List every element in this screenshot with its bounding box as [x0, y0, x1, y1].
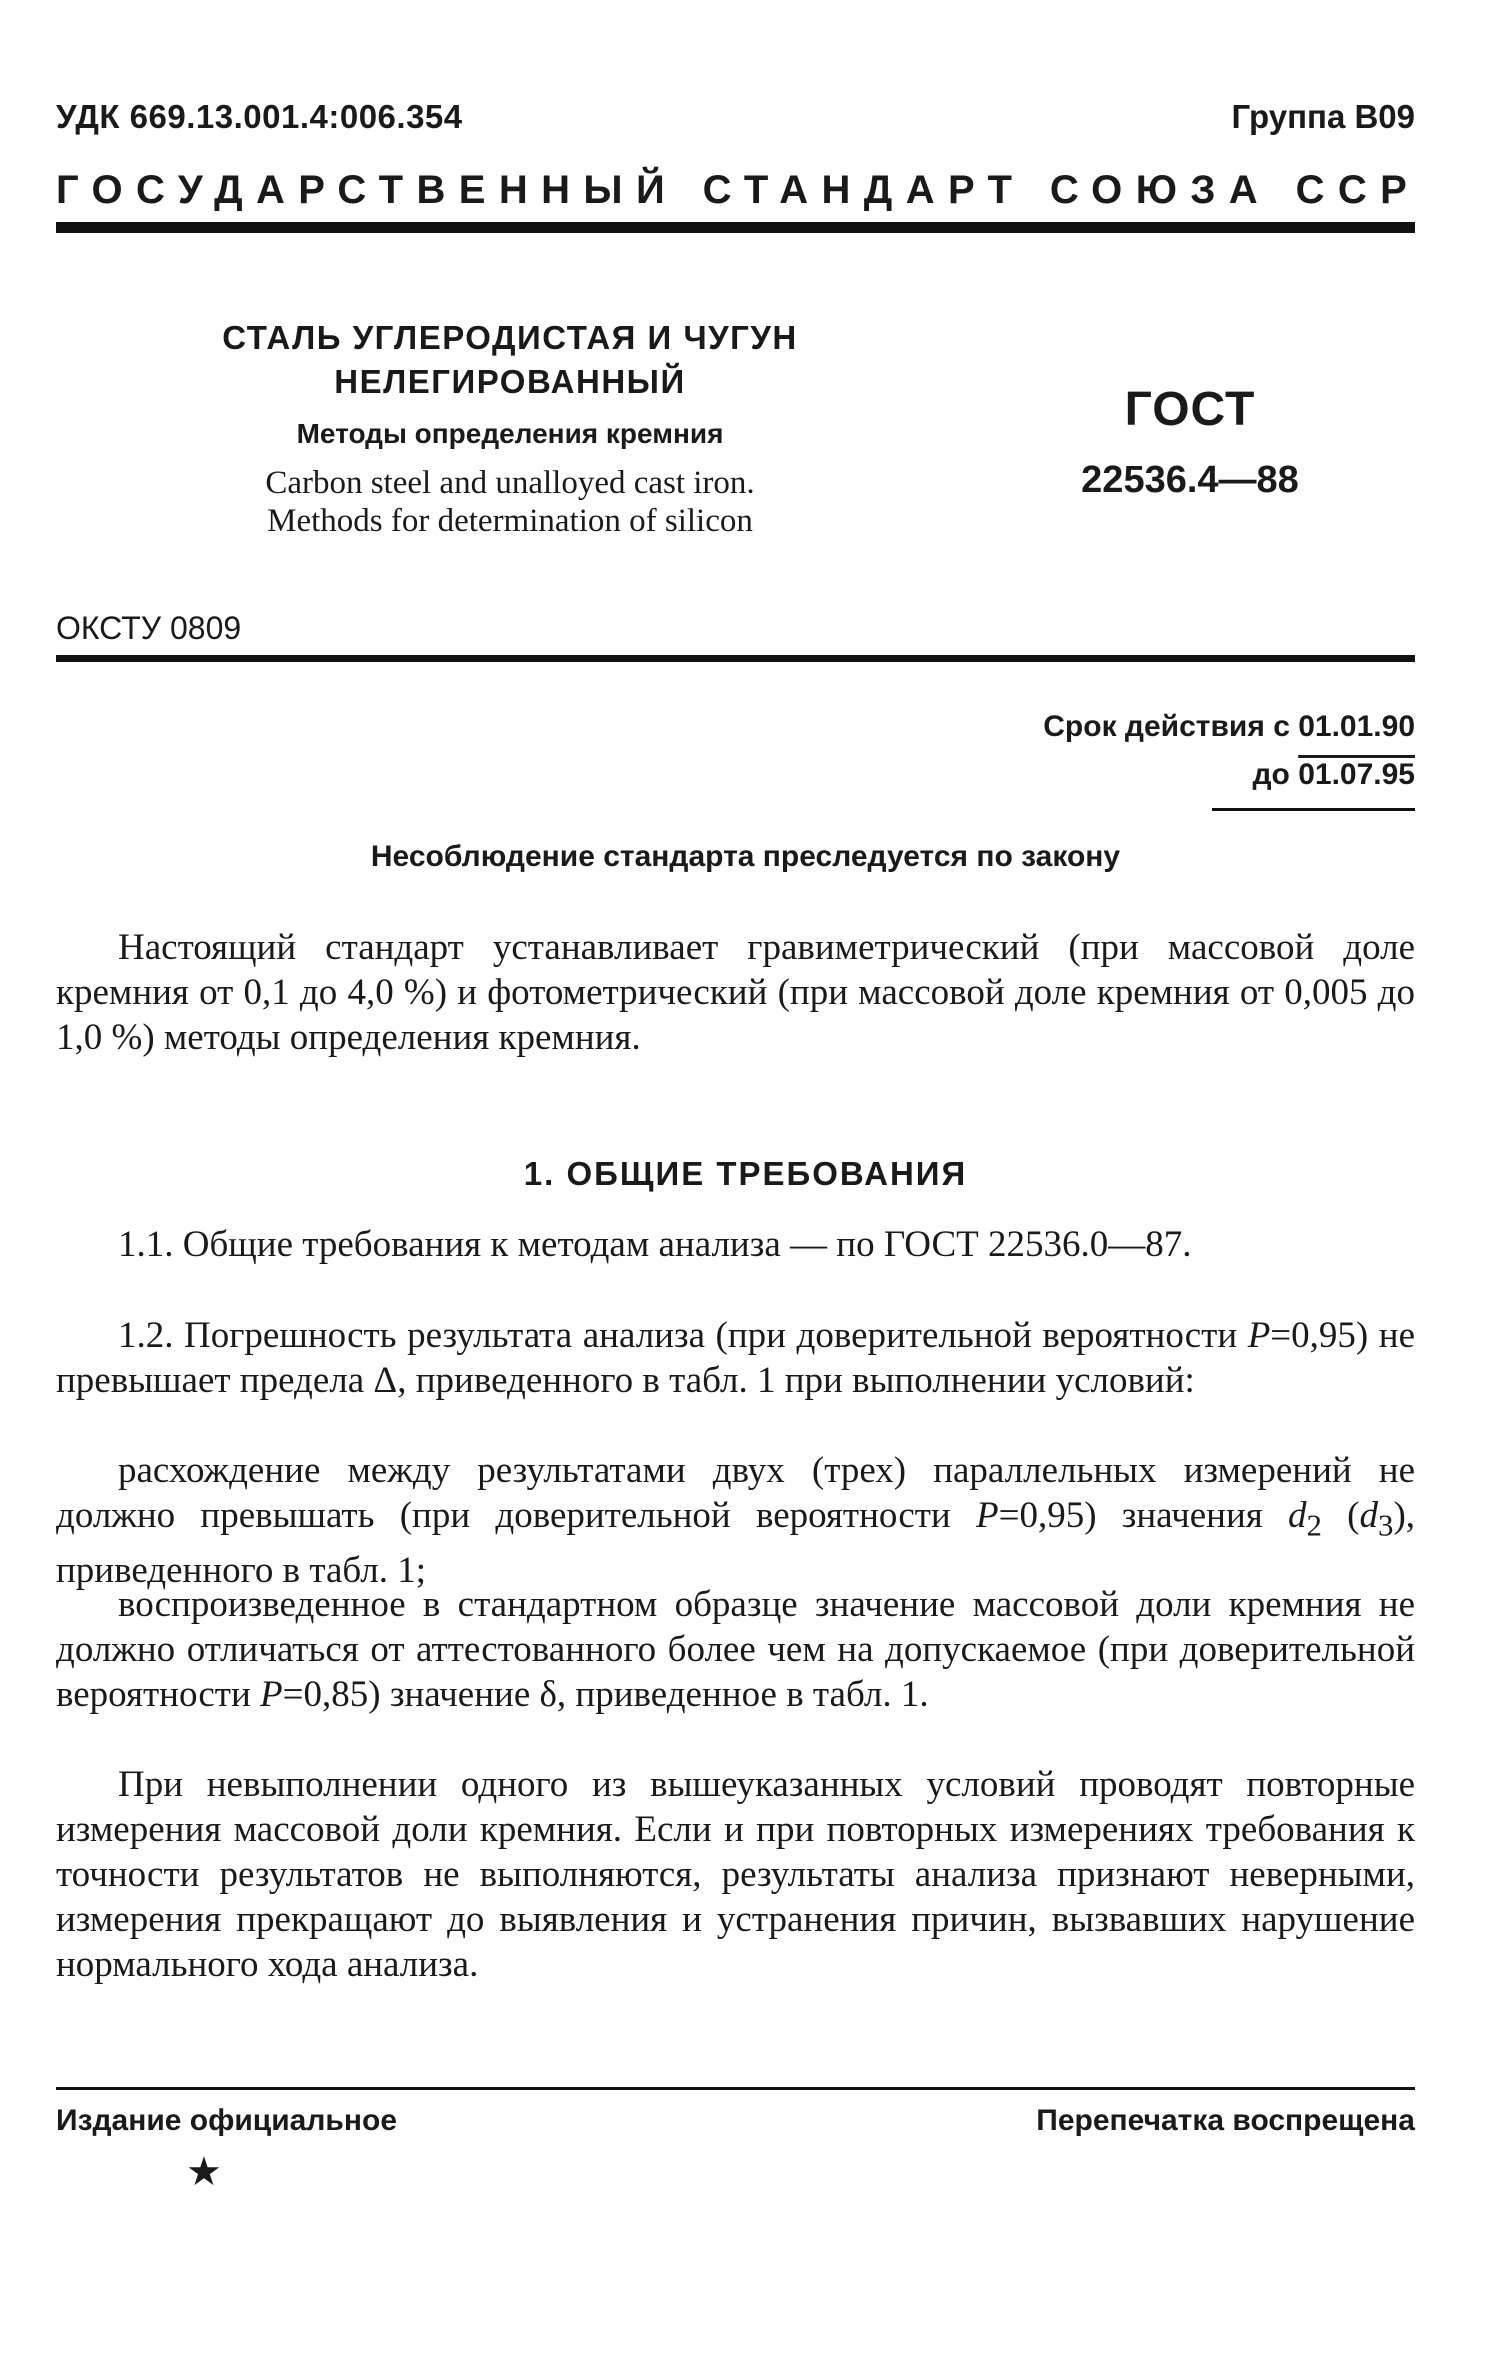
title-line-2: НЕЛЕГИРОВАННЫЙ	[334, 363, 686, 400]
validity-to-prefix: до	[1252, 758, 1290, 791]
text-run: (	[1321, 1495, 1360, 1536]
text-run: 1.2. Погрешность результата анализа (при доверительной вероятности	[118, 1315, 1248, 1356]
title-rule	[56, 655, 1415, 662]
paragraph-1-2	[56, 1313, 1415, 1403]
paragraph-1-1: 1.1. Общие требования к методам анализа — по ГОСТ 22536.0—87.	[118, 1224, 1192, 1265]
document-subtitle: Методы определения кремния	[296, 418, 724, 449]
title-block	[130, 316, 890, 540]
document-title	[130, 316, 890, 404]
english-title	[130, 464, 890, 540]
gost-number: 22536.4—88	[1081, 459, 1299, 501]
validity-from: Срок действия с 01.01.90	[1043, 710, 1415, 743]
footer-rule	[56, 2087, 1415, 2090]
condition-1	[56, 1448, 1415, 1593]
gost-label: ГОСТ	[1124, 383, 1256, 436]
symbol-d: d	[1288, 1495, 1307, 1536]
gost-block	[1040, 382, 1340, 502]
text-run: ), приведенного в табл. 1;	[56, 1495, 1416, 1592]
reprint-prohibited: Перепечатка воспрещена	[1036, 2104, 1415, 2137]
symbol-p: P	[975, 1495, 999, 1536]
text-run: =0,95) значения	[998, 1495, 1289, 1536]
udk-code: УДК 669.13.001.4:006.354	[56, 98, 463, 135]
legal-warning: Несоблюдение стандарта преследуется по закону	[370, 840, 1121, 873]
subscript: 2	[1306, 1508, 1322, 1543]
symbol-d: d	[1359, 1495, 1379, 1536]
text-run: =0,85) значение δ, приведенное в табл. 1.	[282, 1674, 929, 1715]
star-icon: ★	[186, 2149, 222, 2194]
intro-paragraph: Настоящий стандарт устанавливает гравиметрический (при массовой доле кремния от 0,1 до 4,0 %) и фотометрический (при массовой доле кремния от 0,005 до 1,0 %) методы определения кремния.	[56, 927, 1415, 1058]
title-line-1: СТАЛЬ УГЛЕРОДИСТАЯ И ЧУГУН	[222, 319, 798, 356]
validity-rule	[1212, 808, 1415, 811]
subscript: 3	[1378, 1508, 1394, 1543]
okstu-code: ОКСТУ 0809	[56, 610, 242, 646]
english-title-line-1: Carbon steel and unalloyed cast iron.	[265, 465, 755, 501]
group-code: Группа В09	[1231, 98, 1415, 135]
english-title-line-2: Methods for determination of silicon	[267, 503, 753, 539]
section-heading: 1. ОБЩИЕ ТРЕБОВАНИЯ	[523, 1155, 968, 1192]
condition-2	[56, 1582, 1415, 1717]
header-rule	[56, 222, 1415, 233]
symbol-p: P	[1247, 1315, 1271, 1356]
text-run: =0,95) не превышает предела Δ, приведенного в табл. 1 при выполнении условий:	[56, 1315, 1415, 1401]
failure-paragraph: При невыполнении одного из вышеуказанных условий проводят повторные измерения массовой доли кремния. Если и при повторных измерениях требования к точности результатов не выполняются, результаты анализа признают неверными, измерения прекращают до выявления и устранения причин, вызвавших нарушение нормального хода анализа.	[56, 1764, 1415, 1985]
validity-to	[1253, 758, 1416, 792]
state-standard-banner: ГОСУДАРСТВЕННЫЙ СТАНДАРТ СОЮЗА ССР	[56, 168, 1421, 212]
official-edition: Издание официальное	[56, 2104, 398, 2137]
text-run: воспроизведенное в стандартном образце значение массовой доли кремния не должно отличаться от аттестованного более чем на допускаемое (при доверительной вероятности	[56, 1584, 1415, 1715]
text-run: расхождение между результатами двух (трех) параллельных измерений не должно превышать (при доверительной вероятности	[56, 1450, 1415, 1536]
symbol-p: P	[260, 1674, 283, 1715]
validity-to-date: 01.07.95	[1298, 758, 1415, 791]
